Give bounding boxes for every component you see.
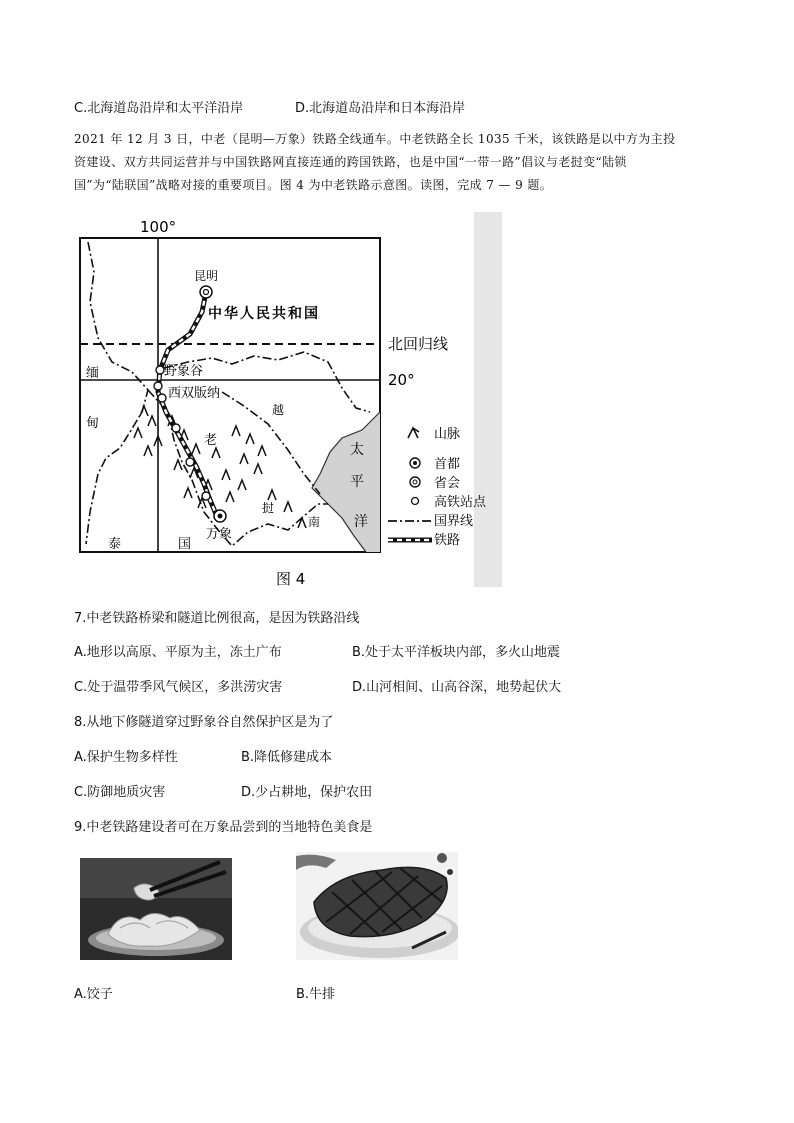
legend-capital-label: 首都 bbox=[434, 457, 461, 472]
ocean-label-2: 平 bbox=[350, 474, 364, 490]
q7-option-a: A.地形以高原、平原为主，冻土广布 bbox=[74, 645, 282, 660]
dumplings-image bbox=[80, 858, 232, 960]
meridian-label: 100° bbox=[140, 218, 177, 236]
legend-mountain-label: 山脉 bbox=[434, 427, 461, 442]
thailand-label-1: 泰 bbox=[108, 537, 122, 552]
steak-image bbox=[296, 852, 458, 960]
legend-railway-label: 铁路 bbox=[434, 533, 461, 548]
ocean-label-3: 洋 bbox=[354, 514, 368, 530]
xishuangbanna-label: 西双版纳 bbox=[168, 386, 221, 401]
q7-option-d: D.山河相间、山高谷深，地势起伏大 bbox=[352, 680, 562, 695]
thailand-label-2: 国 bbox=[178, 537, 192, 552]
yexianggu-label: 野象谷 bbox=[164, 364, 204, 379]
q7-option-b: B.处于太平洋板块内部，多火山地震 bbox=[352, 645, 561, 660]
parallel-label: 20° bbox=[388, 371, 415, 389]
tropic-label: 北回归线 bbox=[388, 335, 449, 353]
legend-station-label: 高铁站点 bbox=[434, 495, 487, 510]
map-legend bbox=[388, 427, 487, 548]
steak-photo bbox=[296, 852, 458, 960]
q9-option-b: B.牛排 bbox=[296, 987, 336, 1002]
q8-option-d: D.少占耕地，保护农田 bbox=[241, 785, 373, 800]
legend-border-label: 国界线 bbox=[434, 514, 474, 529]
intro-paragraph bbox=[74, 128, 734, 197]
scan-edge-shade bbox=[474, 212, 502, 587]
intro-line-2: 资建设、双方共同运营并与中国铁路网直接连通的跨国铁路，也是中国“一带一路”倡议与老挝变“陆锁 bbox=[74, 155, 627, 169]
legend-station-icon bbox=[412, 498, 419, 505]
legend-mountain-icon bbox=[408, 428, 419, 438]
vietnam-label-2: 南 bbox=[308, 515, 321, 529]
q7-option-c: C.处于温带季风气候区，多洪涝灾害 bbox=[74, 680, 283, 695]
q8-stem: 8.从地下修隧道穿过野象谷自然保护区是为了 bbox=[74, 715, 334, 730]
q7-stem: 7.中老铁路桥梁和隧道比例很高，是因为铁路沿线 bbox=[74, 611, 360, 626]
vietnam-label-1: 越 bbox=[272, 403, 285, 417]
q8-option-a: A.保护生物多样性 bbox=[74, 750, 178, 765]
q6-option-c: C.北海道岛沿岸和太平洋沿岸 bbox=[74, 101, 244, 116]
railway-map-figure bbox=[72, 212, 502, 592]
q8-option-c: C.防御地质灾害 bbox=[74, 785, 166, 800]
ocean-label-1: 太 bbox=[350, 442, 364, 458]
myanmar-label-2: 甸 bbox=[86, 416, 100, 431]
q6-option-d: D.北海道岛沿岸和日本海沿岸 bbox=[295, 101, 466, 116]
kunming-label: 昆明 bbox=[194, 269, 219, 283]
myanmar-label-1: 缅 bbox=[86, 366, 100, 381]
vientiane-label: 万象 bbox=[206, 527, 233, 542]
dumplings-photo bbox=[80, 858, 232, 960]
q9-stem: 9.中老铁路建设者可在万象品尝到的当地特色美食是 bbox=[74, 820, 373, 835]
intro-line-3: 国”为“陆联国”战略对接的重要项目。图 4 为中老铁路示意图。读图，完成 7 — 9 题。 bbox=[74, 178, 553, 192]
figure-caption: 图 4 bbox=[276, 570, 306, 588]
q8-option-b: B.降低修建成本 bbox=[241, 750, 333, 765]
railway-map bbox=[72, 212, 502, 592]
q9-option-a: A.饺子 bbox=[74, 987, 113, 1002]
china-label: 中华人民共和国 bbox=[208, 306, 320, 322]
legend-provincial-capital-label: 省会 bbox=[434, 476, 461, 491]
laos-label-2: 挝 bbox=[262, 501, 275, 515]
intro-line-1: 2021 年 12 月 3 日，中老（昆明—万象）铁路全线通车。中老铁路全长 1035 千米，该铁路是以中方为主投 bbox=[74, 132, 676, 146]
laos-label: 老 bbox=[204, 433, 218, 448]
